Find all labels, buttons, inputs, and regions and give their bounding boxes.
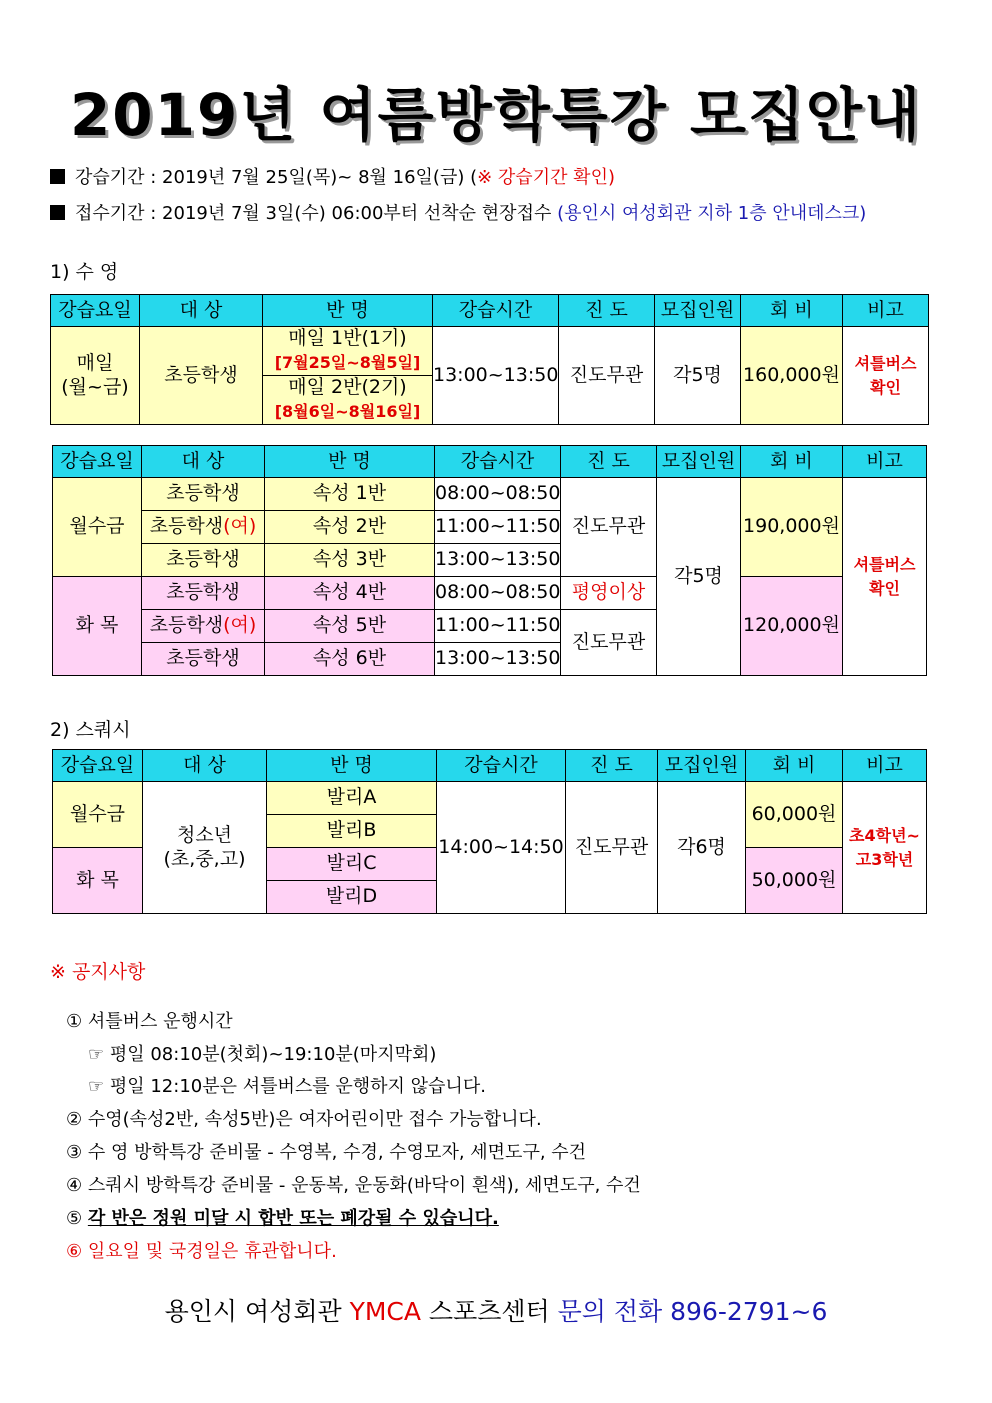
period-info xyxy=(50,163,615,189)
target-cell: 초등학생 xyxy=(142,544,265,577)
header-fee: 회 비 xyxy=(746,750,843,782)
target-cell: 청소년 (초,중,고) xyxy=(143,782,267,914)
class-cell: 속성 1반 xyxy=(265,478,435,511)
class-cell: 속성 2반 xyxy=(265,511,435,544)
header-time: 강습시간 xyxy=(433,295,559,327)
header-fee: 회 비 xyxy=(741,446,843,478)
level-cell: 진도무관 xyxy=(566,782,658,914)
day-cell: 화 목 xyxy=(53,577,142,676)
class-cell: 발리D xyxy=(267,881,437,914)
class-cell: 속성 6반 xyxy=(265,643,435,676)
header-note: 비고 xyxy=(843,446,927,478)
registration-note: (용인시 여성회관 지하 1층 안내데스크) xyxy=(557,203,867,224)
class-cell: 속성 5반 xyxy=(265,610,435,643)
fee-cell: 50,000원 xyxy=(746,848,843,914)
time-cell: 14:00~14:50 xyxy=(437,782,566,914)
header-day: 강습요일 xyxy=(53,750,143,782)
header-note: 비고 xyxy=(843,750,927,782)
class-cell: 발리A xyxy=(267,782,437,815)
notice-item-5: ⑤ 각 반은 정원 미달 시 합반 또는 폐강될 수 있습니다. xyxy=(66,1208,499,1229)
note-cell: 셔틀버스 확인 xyxy=(843,478,927,676)
day-cell: 매일 (월~금) xyxy=(51,327,140,425)
header-capacity: 모집인원 xyxy=(655,295,741,327)
target-cell: 초등학생 xyxy=(142,577,265,610)
day-cell: 월수금 xyxy=(53,478,142,577)
note-cell: 초4학년~ 고3학년 xyxy=(843,782,927,914)
target-cell: 초등학생(여) xyxy=(142,610,265,643)
header-capacity: 모집인원 xyxy=(658,750,746,782)
header-level: 진 도 xyxy=(559,295,655,327)
fee-cell: 120,000원 xyxy=(741,577,843,676)
header-class: 반 명 xyxy=(263,295,433,327)
fee-cell: 60,000원 xyxy=(746,782,843,848)
time-cell: 13:00~13:50 xyxy=(433,327,559,425)
class-cell: 속성 4반 xyxy=(265,577,435,610)
footer-ymca: YMCA xyxy=(349,1297,421,1326)
target-cell: 초등학생(여) xyxy=(142,511,265,544)
header-class: 반 명 xyxy=(267,750,437,782)
squash-table xyxy=(52,749,927,914)
fee-cell: 190,000원 xyxy=(741,478,843,577)
header-capacity: 모집인원 xyxy=(657,446,741,478)
header-day: 강습요일 xyxy=(51,295,140,327)
level-cell: 진도무관 xyxy=(559,327,655,425)
header-time: 강습시간 xyxy=(435,446,561,478)
swim-section-label: 1) 수 영 xyxy=(50,261,119,283)
notice-item-3: ③ 수 영 방학특강 준비물 - 수영복, 수경, 수영모자, 세면도구, 수건 xyxy=(66,1142,587,1163)
header-note: 비고 xyxy=(843,295,929,327)
period-note: ※ 강습기간 확인) xyxy=(477,167,615,188)
capacity-cell: 각5명 xyxy=(657,478,741,676)
level-cell: 진도무관 xyxy=(561,478,657,577)
squash-section-label: 2) 스쿼시 xyxy=(50,719,131,741)
header-level: 진 도 xyxy=(566,750,658,782)
time-cell: 13:00~13:50 xyxy=(435,643,561,676)
header-target: 대 상 xyxy=(142,446,265,478)
notice-item-2: ② 수영(속성2반, 속성5반)은 여자어린이만 접수 가능합니다. xyxy=(66,1109,542,1130)
class-cell: 속성 3반 xyxy=(265,544,435,577)
registration-info xyxy=(50,199,866,225)
swim-daily-table xyxy=(50,294,929,425)
capacity-cell: 각6명 xyxy=(658,782,746,914)
notice-shuttle-exception: ☞ 평일 12:10분은 셔틀버스를 운행하지 않습니다. xyxy=(88,1076,486,1097)
footer-center: 스포츠센터 xyxy=(420,1297,558,1326)
notice-item-1: ① 셔틀버스 운행시간 xyxy=(66,1011,233,1032)
footer-contact xyxy=(0,1292,992,1328)
class-cell: 발리B xyxy=(267,815,437,848)
notice-item-6: ⑥ 일요일 및 국경일은 휴관합니다. xyxy=(66,1241,337,1262)
header-fee: 회 비 xyxy=(741,295,843,327)
swim-intensive-table xyxy=(52,445,927,676)
class-cell: 매일 1반(1기) [7월25일~8월5일] xyxy=(263,327,433,376)
time-cell: 08:00~08:50 xyxy=(435,478,561,511)
bullet-square-icon xyxy=(50,205,65,220)
bullet-square-icon xyxy=(50,169,65,184)
time-cell: 11:00~11:50 xyxy=(435,511,561,544)
time-cell: 13:00~13:50 xyxy=(435,544,561,577)
notice-shuttle-time: ☞ 평일 08:10분(첫회)~19:10분(마지막회) xyxy=(88,1044,437,1065)
notice-item-4: ④ 스쿼시 방학특강 준비물 - 운동복, 운동화(바닥이 흰색), 세면도구, 수건 xyxy=(66,1175,641,1196)
header-target: 대 상 xyxy=(140,295,263,327)
target-cell: 초등학생 xyxy=(140,327,263,425)
time-cell: 08:00~08:50 xyxy=(435,577,561,610)
level-cell: 평영이상 xyxy=(561,577,657,610)
page-title: 2019년 여름방학특강 모집안내 xyxy=(69,81,923,149)
target-cell: 초등학생 xyxy=(142,478,265,511)
target-cell: 초등학생 xyxy=(142,643,265,676)
day-cell: 월수금 xyxy=(53,782,143,848)
day-cell: 화 목 xyxy=(53,848,143,914)
class-cell: 발리C xyxy=(267,848,437,881)
level-cell: 진도무관 xyxy=(561,610,657,676)
time-cell: 11:00~11:50 xyxy=(435,610,561,643)
class-cell: 매일 2반(2기) [8월6일~8월16일] xyxy=(263,376,433,425)
registration-label: 접수기간 : 2019년 7월 3일(수) 06:00부터 선착순 현장접수 xyxy=(75,203,558,224)
notice-heading: ※ 공지사항 xyxy=(50,961,146,983)
footer-org: 용인시 여성회관 xyxy=(164,1297,350,1326)
header-class: 반 명 xyxy=(265,446,435,478)
note-cell: 셔틀버스 확인 xyxy=(843,327,929,425)
capacity-cell: 각5명 xyxy=(655,327,741,425)
header-day: 강습요일 xyxy=(53,446,142,478)
period-label: 강습기간 : 2019년 7월 25일(목)~ 8월 16일(금) ( xyxy=(75,167,478,188)
header-target: 대 상 xyxy=(143,750,267,782)
fee-cell: 160,000원 xyxy=(741,327,843,425)
footer-phone: 문의 전화 896-2791~6 xyxy=(557,1297,828,1326)
header-level: 진 도 xyxy=(561,446,657,478)
header-time: 강습시간 xyxy=(437,750,566,782)
